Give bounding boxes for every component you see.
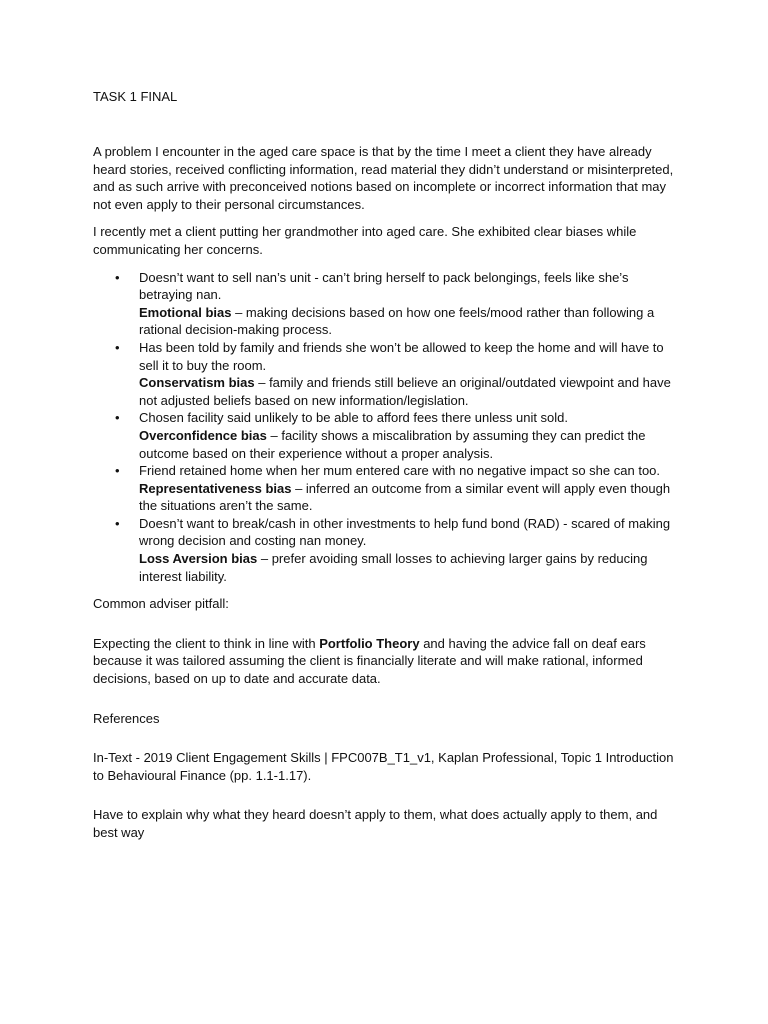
bias-explanation xyxy=(139,550,683,585)
bias-description: – prefer avoiding small losses to achieving larger gains by reducing interest liability. xyxy=(139,551,648,584)
bullet-icon: • xyxy=(115,515,120,531)
bias-description: – family and friends still believe an original/outdated viewpoint and have not adjusted beliefs based on new information/legislation. xyxy=(139,375,671,408)
client-paragraph: I recently met a client putting her grandmother into aged care. She exhibited clear biases while communicating her concerns. xyxy=(93,224,637,257)
list-item xyxy=(93,339,683,409)
bias-name: Representativeness bias xyxy=(139,480,292,496)
list-item xyxy=(93,462,683,515)
bullet-icon: • xyxy=(115,410,120,426)
bullet-icon: • xyxy=(115,339,120,355)
bias-name: Conservatism bias xyxy=(139,375,255,391)
document-body xyxy=(93,143,683,852)
references-heading: References xyxy=(93,710,160,726)
closing-note: Have to explain why what they heard doesn’t apply to them, what does actually apply to them, and best way xyxy=(93,807,658,840)
portfolio-theory-term: Portfolio Theory xyxy=(319,635,420,651)
bias-description: – inferred an outcome from a similar event will apply even though the situations aren’t the same. xyxy=(139,480,671,514)
bias-list xyxy=(93,269,683,586)
pitfall-paragraph xyxy=(93,635,683,688)
bias-explanation xyxy=(139,304,683,339)
bias-name: Emotional bias xyxy=(139,304,232,320)
bullet-statement: Doesn’t want to sell nan’s unit - can’t bring herself to pack belongings, feels like she’s betraying nan. xyxy=(139,269,629,303)
spacer xyxy=(93,698,683,710)
bullet-statement: Doesn’t want to break/cash in other investments to help fund bond (RAD) - scared of making wrong decision and costing nan money. xyxy=(139,515,671,549)
list-item xyxy=(93,409,683,462)
bias-explanation xyxy=(139,480,683,515)
pitfall-text-start: Expecting the client to think in line with xyxy=(93,635,320,651)
bias-description: – facility shows a miscalibration by assuming they can predict the outcome based on their experience without a proper analysis. xyxy=(139,427,646,461)
bias-name: Overconfidence bias xyxy=(139,427,267,443)
bullet-icon: • xyxy=(115,269,120,285)
spacer xyxy=(93,737,683,749)
intro-paragraph: A problem I encounter in the aged care space is that by the time I meet a client they have already heard stories, received conflicting information, read material they didn’t understand or misinterpreted, and as such arrive with preconceived notions based on incomplete or incorrect information that may not even apply to their personal circumstances. xyxy=(93,144,674,212)
bias-description: – making decisions based on how one feels/mood rather than following a rational decision-making process. xyxy=(139,304,655,338)
pitfall-text-end: and having the advice fall on deaf ears because it was tailored assuming the client is financially literate and will make rational, informed decisions, based on up to date and accurate data. xyxy=(93,635,646,687)
spacer xyxy=(93,623,683,635)
bullet-statement: Chosen facility said unlikely to be able to afford fees there unless unit sold. xyxy=(139,410,569,426)
pitfall-heading: Common adviser pitfall: xyxy=(93,596,229,612)
list-item xyxy=(93,515,683,585)
spacer xyxy=(93,794,683,806)
document-title: TASK 1 FINAL xyxy=(93,89,178,104)
bullet-statement: Has been told by family and friends she won’t be allowed to keep the home and will have to sell it to buy the room. xyxy=(139,339,664,373)
bullet-statement: Friend retained home when her mum entered care with no negative impact so she can too. xyxy=(139,463,661,479)
bullet-icon: • xyxy=(115,463,120,479)
bias-explanation xyxy=(139,427,683,462)
bias-explanation xyxy=(139,374,683,409)
bias-name: Loss Aversion bias xyxy=(139,551,258,567)
list-item xyxy=(93,269,683,339)
reference-entry: In-Text - 2019 Client Engagement Skills | FPC007B_T1_v1, Kaplan Professional, Topic 1 Introduction to Behavioural Finance (pp. 1.1-1.17). xyxy=(93,750,674,783)
